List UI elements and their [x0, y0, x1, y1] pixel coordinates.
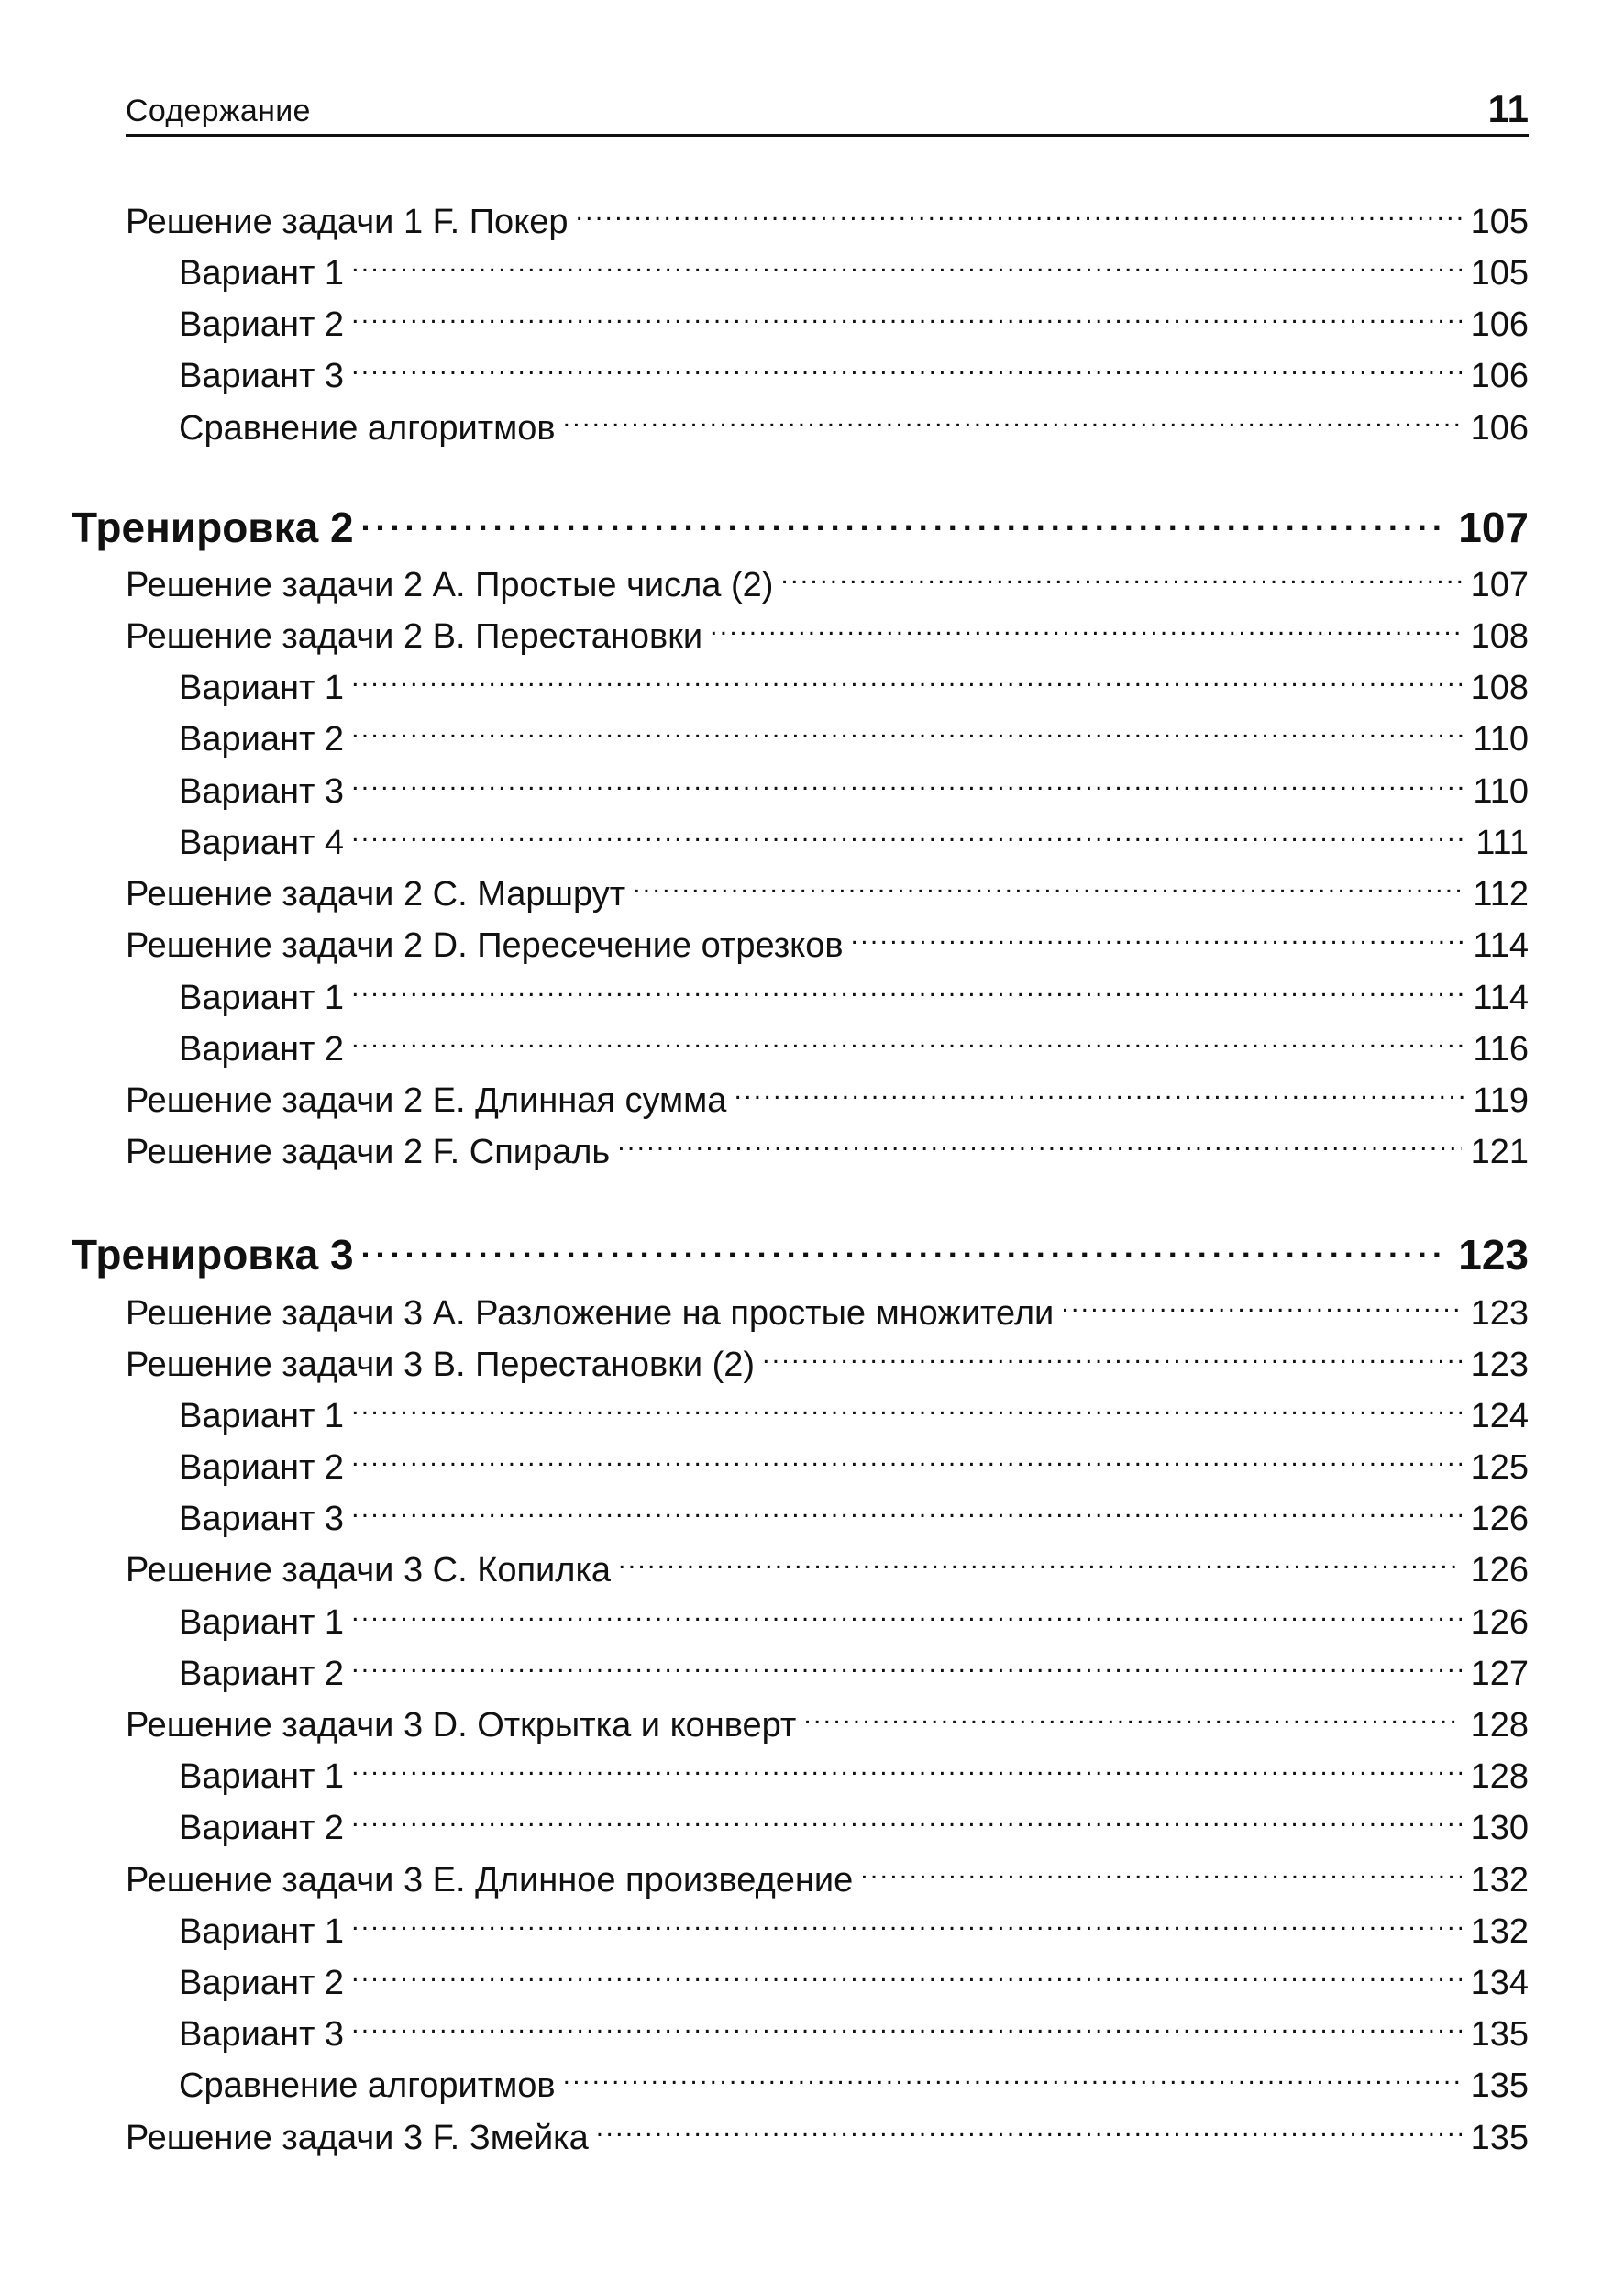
toc-entry-title: Решение задачи 2 C. Маршрут — [126, 873, 633, 915]
toc-entry-page: 106 — [1462, 407, 1529, 449]
toc-entry-page: 112 — [1464, 873, 1529, 915]
toc-entry-title: Вариант 4 — [179, 822, 351, 864]
toc-entry-title: Решение задачи 3 B. Перестановки (2) — [126, 1344, 762, 1386]
toc-entry-title: Вариант 1 — [179, 252, 351, 294]
toc-entry-page: 123 — [1449, 1229, 1529, 1280]
toc-entry — [179, 657, 1529, 709]
dot-leader — [351, 708, 1464, 750]
toc-entry — [126, 914, 1529, 967]
toc-entry-title: Вариант 1 — [179, 1395, 351, 1437]
toc-entry-title: Вариант 2 — [179, 1807, 351, 1849]
dot-leader — [563, 397, 1462, 439]
toc-entry-title: Вариант 2 — [179, 718, 351, 760]
dot-leader — [618, 1539, 1462, 1581]
toc-entry-page: 108 — [1462, 615, 1529, 658]
toc-entry-page: 105 — [1462, 201, 1529, 243]
toc-entry — [126, 1069, 1529, 1122]
dot-leader — [351, 812, 1466, 854]
toc-entry-page: 110 — [1464, 770, 1529, 813]
toc-entry-title: Сравнение алгоритмов — [179, 2065, 563, 2107]
dot-leader — [762, 1334, 1462, 1376]
toc-entry — [126, 1849, 1529, 1901]
dot-leader — [351, 1591, 1462, 1634]
toc-entry-title: Вариант 2 — [179, 1028, 351, 1070]
toc-entry — [126, 1334, 1529, 1386]
toc-entry — [126, 1121, 1529, 1173]
toc-entry-page: 130 — [1462, 1807, 1529, 1849]
toc-entry-page: 132 — [1462, 1911, 1529, 1953]
running-header — [126, 81, 1529, 137]
dot-leader — [710, 605, 1462, 648]
toc-entry-title: Решение задачи 3 C. Копилка — [126, 1549, 618, 1591]
toc-entry-page: 107 — [1462, 564, 1529, 606]
toc-entry — [126, 554, 1529, 606]
toc-entry-title: Вариант 2 — [179, 1653, 351, 1695]
toc-entry — [179, 1745, 1529, 1798]
toc-entry-title: Вариант 2 — [179, 1962, 351, 2004]
toc-entry-page: 125 — [1462, 1446, 1529, 1489]
dot-leader — [351, 967, 1464, 1009]
toc-entry — [179, 397, 1529, 449]
toc-entry-title: Решение задачи 2 D. Пересечение отрезков — [126, 925, 851, 967]
toc-entry-title: Вариант 3 — [179, 355, 351, 397]
toc-entry — [179, 1952, 1529, 2004]
toc-entry — [179, 1643, 1529, 1695]
toc-entry — [126, 863, 1529, 915]
toc-entry — [179, 1591, 1529, 1644]
dot-leader — [576, 191, 1462, 233]
dot-leader — [351, 294, 1462, 336]
dot-leader — [860, 1849, 1461, 1891]
toc-entry-title: Решение задачи 2 B. Перестановки — [126, 615, 710, 658]
toc-entry-page: 123 — [1462, 1292, 1529, 1335]
dot-leader — [351, 760, 1464, 803]
toc-entry-title: Тренировка 3 — [72, 1229, 361, 1280]
toc-entry-page: 123 — [1462, 1344, 1529, 1386]
dot-leader — [351, 657, 1462, 699]
dot-leader — [351, 1488, 1462, 1530]
toc-entry — [179, 294, 1529, 346]
toc-entry-page: 135 — [1462, 2013, 1529, 2055]
toc-entry — [126, 605, 1529, 658]
toc-entry-title: Вариант 1 — [179, 667, 351, 709]
toc-entry — [179, 1488, 1529, 1540]
dot-leader — [596, 2107, 1462, 2149]
toc-entry — [179, 2003, 1529, 2055]
toc-entry-page: 135 — [1462, 2117, 1529, 2159]
dot-leader — [351, 1952, 1462, 1994]
toc-chapter — [72, 1218, 1529, 1280]
toc-entry-title: Решение задачи 2 E. Длинная сумма — [126, 1080, 734, 1122]
toc-entry-page: 105 — [1462, 252, 1529, 294]
toc-entry-title: Решение задачи 1 F. Покер — [126, 201, 576, 243]
dot-leader — [780, 554, 1461, 596]
toc-entry-page: 114 — [1464, 977, 1529, 1019]
toc-entry-page: 126 — [1462, 1549, 1529, 1591]
toc-entry — [179, 345, 1529, 397]
dot-leader — [351, 1018, 1464, 1060]
toc-entry — [179, 708, 1529, 760]
dot-leader — [351, 2003, 1462, 2045]
toc-entry-title: Вариант 3 — [179, 770, 351, 813]
dot-leader — [563, 2055, 1462, 2097]
dot-leader — [351, 1643, 1462, 1685]
toc-entry-title: Решение задачи 3 E. Длинное произведение — [126, 1859, 860, 1901]
dot-leader — [351, 1745, 1462, 1788]
toc-entry-title: Тренировка 2 — [72, 502, 361, 553]
dot-leader — [351, 1797, 1462, 1839]
toc-entry-title: Вариант 2 — [179, 1446, 351, 1489]
toc-entry-page: 124 — [1462, 1395, 1529, 1437]
toc-entry-page: 114 — [1464, 925, 1529, 967]
toc-entry-title: Решение задачи 3 F. Змейка — [126, 2117, 596, 2159]
header-title: Содержание — [126, 94, 311, 128]
toc-entry-page: 106 — [1462, 304, 1529, 346]
toc-entry-title: Вариант 3 — [179, 2013, 351, 2055]
toc-entry — [126, 1694, 1529, 1746]
toc-entry-title: Вариант 1 — [179, 1911, 351, 1953]
toc-entry-page: 111 — [1466, 822, 1529, 864]
toc-entry-page: 126 — [1462, 1498, 1529, 1540]
header-page-number: 11 — [1487, 87, 1529, 130]
toc-entry-title: Вариант 1 — [179, 1756, 351, 1798]
toc-entry-page: 128 — [1462, 1756, 1529, 1798]
toc-entry — [126, 191, 1529, 243]
dot-leader — [633, 863, 1464, 905]
toc-entry — [179, 967, 1529, 1019]
toc-entry-page: 107 — [1449, 502, 1529, 553]
toc-entry — [126, 1282, 1529, 1335]
toc-entry-title: Вариант 3 — [179, 1498, 351, 1540]
toc-entry — [179, 2055, 1529, 2107]
toc-chapter — [72, 491, 1529, 553]
toc-entry-title: Решение задачи 2 F. Спираль — [126, 1131, 617, 1173]
toc-entry — [179, 1436, 1529, 1489]
dot-leader — [1061, 1282, 1461, 1324]
toc-entry — [126, 1539, 1529, 1591]
dot-leader — [351, 1900, 1462, 1943]
toc-entry-title: Решение задачи 3 A. Разложение на простые множители — [126, 1292, 1061, 1335]
toc-entry-page: 126 — [1462, 1601, 1529, 1644]
dot-leader — [351, 242, 1462, 284]
toc-entry — [179, 1797, 1529, 1849]
toc-entry-page: 132 — [1462, 1859, 1529, 1901]
toc-entry-title: Решение задачи 2 A. Простые числа (2) — [126, 564, 780, 606]
toc-entry-title: Решение задачи 3 D. Открытка и конверт — [126, 1704, 803, 1746]
toc-entry-title: Сравнение алгоритмов — [179, 407, 563, 449]
toc-entry-page: 127 — [1462, 1653, 1529, 1695]
toc-entry — [179, 760, 1529, 813]
toc-entry-page: 119 — [1464, 1080, 1529, 1122]
toc-entry — [179, 1018, 1529, 1070]
dot-leader — [851, 914, 1464, 957]
toc-entry — [179, 242, 1529, 294]
toc-entry-page: 135 — [1462, 2065, 1529, 2107]
toc-entry-page: 116 — [1464, 1028, 1529, 1070]
toc-entry-page: 121 — [1462, 1131, 1529, 1173]
toc-entry-title: Вариант 2 — [179, 304, 351, 346]
dot-leader — [361, 1218, 1450, 1269]
toc-entry-page: 134 — [1462, 1962, 1529, 2004]
toc-entry-page: 110 — [1464, 718, 1529, 760]
dot-leader — [734, 1069, 1464, 1112]
dot-leader — [351, 1436, 1462, 1479]
toc-entry — [179, 1900, 1529, 1953]
toc-entry-page: 106 — [1462, 355, 1529, 397]
toc-entry-page: 108 — [1462, 667, 1529, 709]
dot-leader — [361, 491, 1450, 542]
dot-leader — [617, 1121, 1461, 1163]
toc-entry-title: Вариант 1 — [179, 977, 351, 1019]
toc-entry — [179, 812, 1529, 864]
dot-leader — [351, 345, 1462, 387]
toc-entry-page: 128 — [1462, 1704, 1529, 1746]
dot-leader — [803, 1694, 1461, 1736]
dot-leader — [351, 1385, 1462, 1427]
toc-entry — [179, 1385, 1529, 1437]
toc-entry-title: Вариант 1 — [179, 1601, 351, 1644]
toc-entry — [126, 2107, 1529, 2159]
